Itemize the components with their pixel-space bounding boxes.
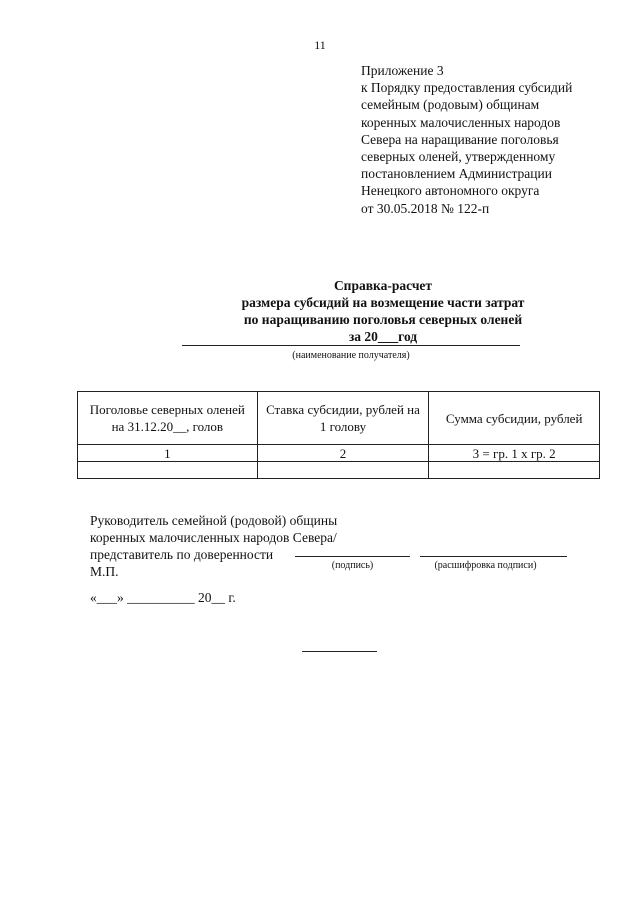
signature-caption: (подпись): [331, 560, 374, 571]
table-cell: [429, 462, 600, 479]
signer-line: коренных малочисленных народов Севера/: [90, 530, 337, 545]
appendix-line: к Порядку предоставления субсидий: [361, 80, 573, 96]
recipient-name-line: [182, 345, 520, 346]
signer-line: Руководитель семейной (родовой) общины: [90, 513, 338, 528]
table-header-row: [78, 392, 600, 445]
column-number-cell: 1: [78, 445, 258, 462]
appendix-line: Ненецкого автономного округа: [361, 183, 540, 199]
title-line: размера субсидий на возмещение части затрат: [241, 295, 525, 310]
table-cell: [78, 462, 258, 479]
title-line: по наращиванию поголовья северных оленей: [243, 312, 523, 327]
appendix-line: от 30.05.2018 № 122-п: [361, 200, 490, 216]
table-cell: [257, 462, 429, 479]
title-line: Справка-расчет: [333, 278, 433, 293]
recipient-caption: (наименование получателя): [292, 350, 410, 361]
header-cell-amount: Сумма субсидии, рублей: [429, 392, 600, 445]
appendix-line: северных оленей, утвержденному: [361, 149, 556, 165]
signature-line: [295, 556, 410, 557]
date-line: «___» __________ 20__ г.: [90, 590, 236, 605]
document-end-line: [302, 651, 377, 652]
header-cell-head-count: Поголовье северных оленей на 31.12.20__, голов: [78, 392, 258, 445]
appendix-line: постановлением Администрации: [361, 166, 552, 182]
table-column-numbers-row: [78, 445, 600, 462]
signature-decoding-caption: (расшифровка подписи): [434, 560, 537, 571]
stamp-label: М.П.: [90, 564, 119, 579]
column-number-cell: 3 = гр. 1 x гр. 2: [429, 445, 600, 462]
signer-line: представитель по доверенности: [90, 547, 274, 562]
appendix-line: Севера на наращивание поголовья: [361, 131, 559, 147]
page-number: 11: [314, 38, 326, 52]
calculation-table: [77, 391, 600, 479]
table-row: [78, 462, 600, 479]
appendix-line: коренных малочисленных народов: [361, 114, 561, 130]
document-title: [0, 277, 640, 345]
appendix-line: семейным (родовым) общинам: [361, 97, 540, 113]
title-line: за 20___год: [348, 329, 418, 344]
appendix-line: Приложение 3: [361, 63, 444, 78]
header-cell-rate: Ставка субсидии, рублей на 1 голову: [257, 392, 429, 445]
column-number-cell: 2: [257, 445, 429, 462]
appendix-block: [361, 62, 572, 217]
signature-decoding-line: [420, 556, 567, 557]
